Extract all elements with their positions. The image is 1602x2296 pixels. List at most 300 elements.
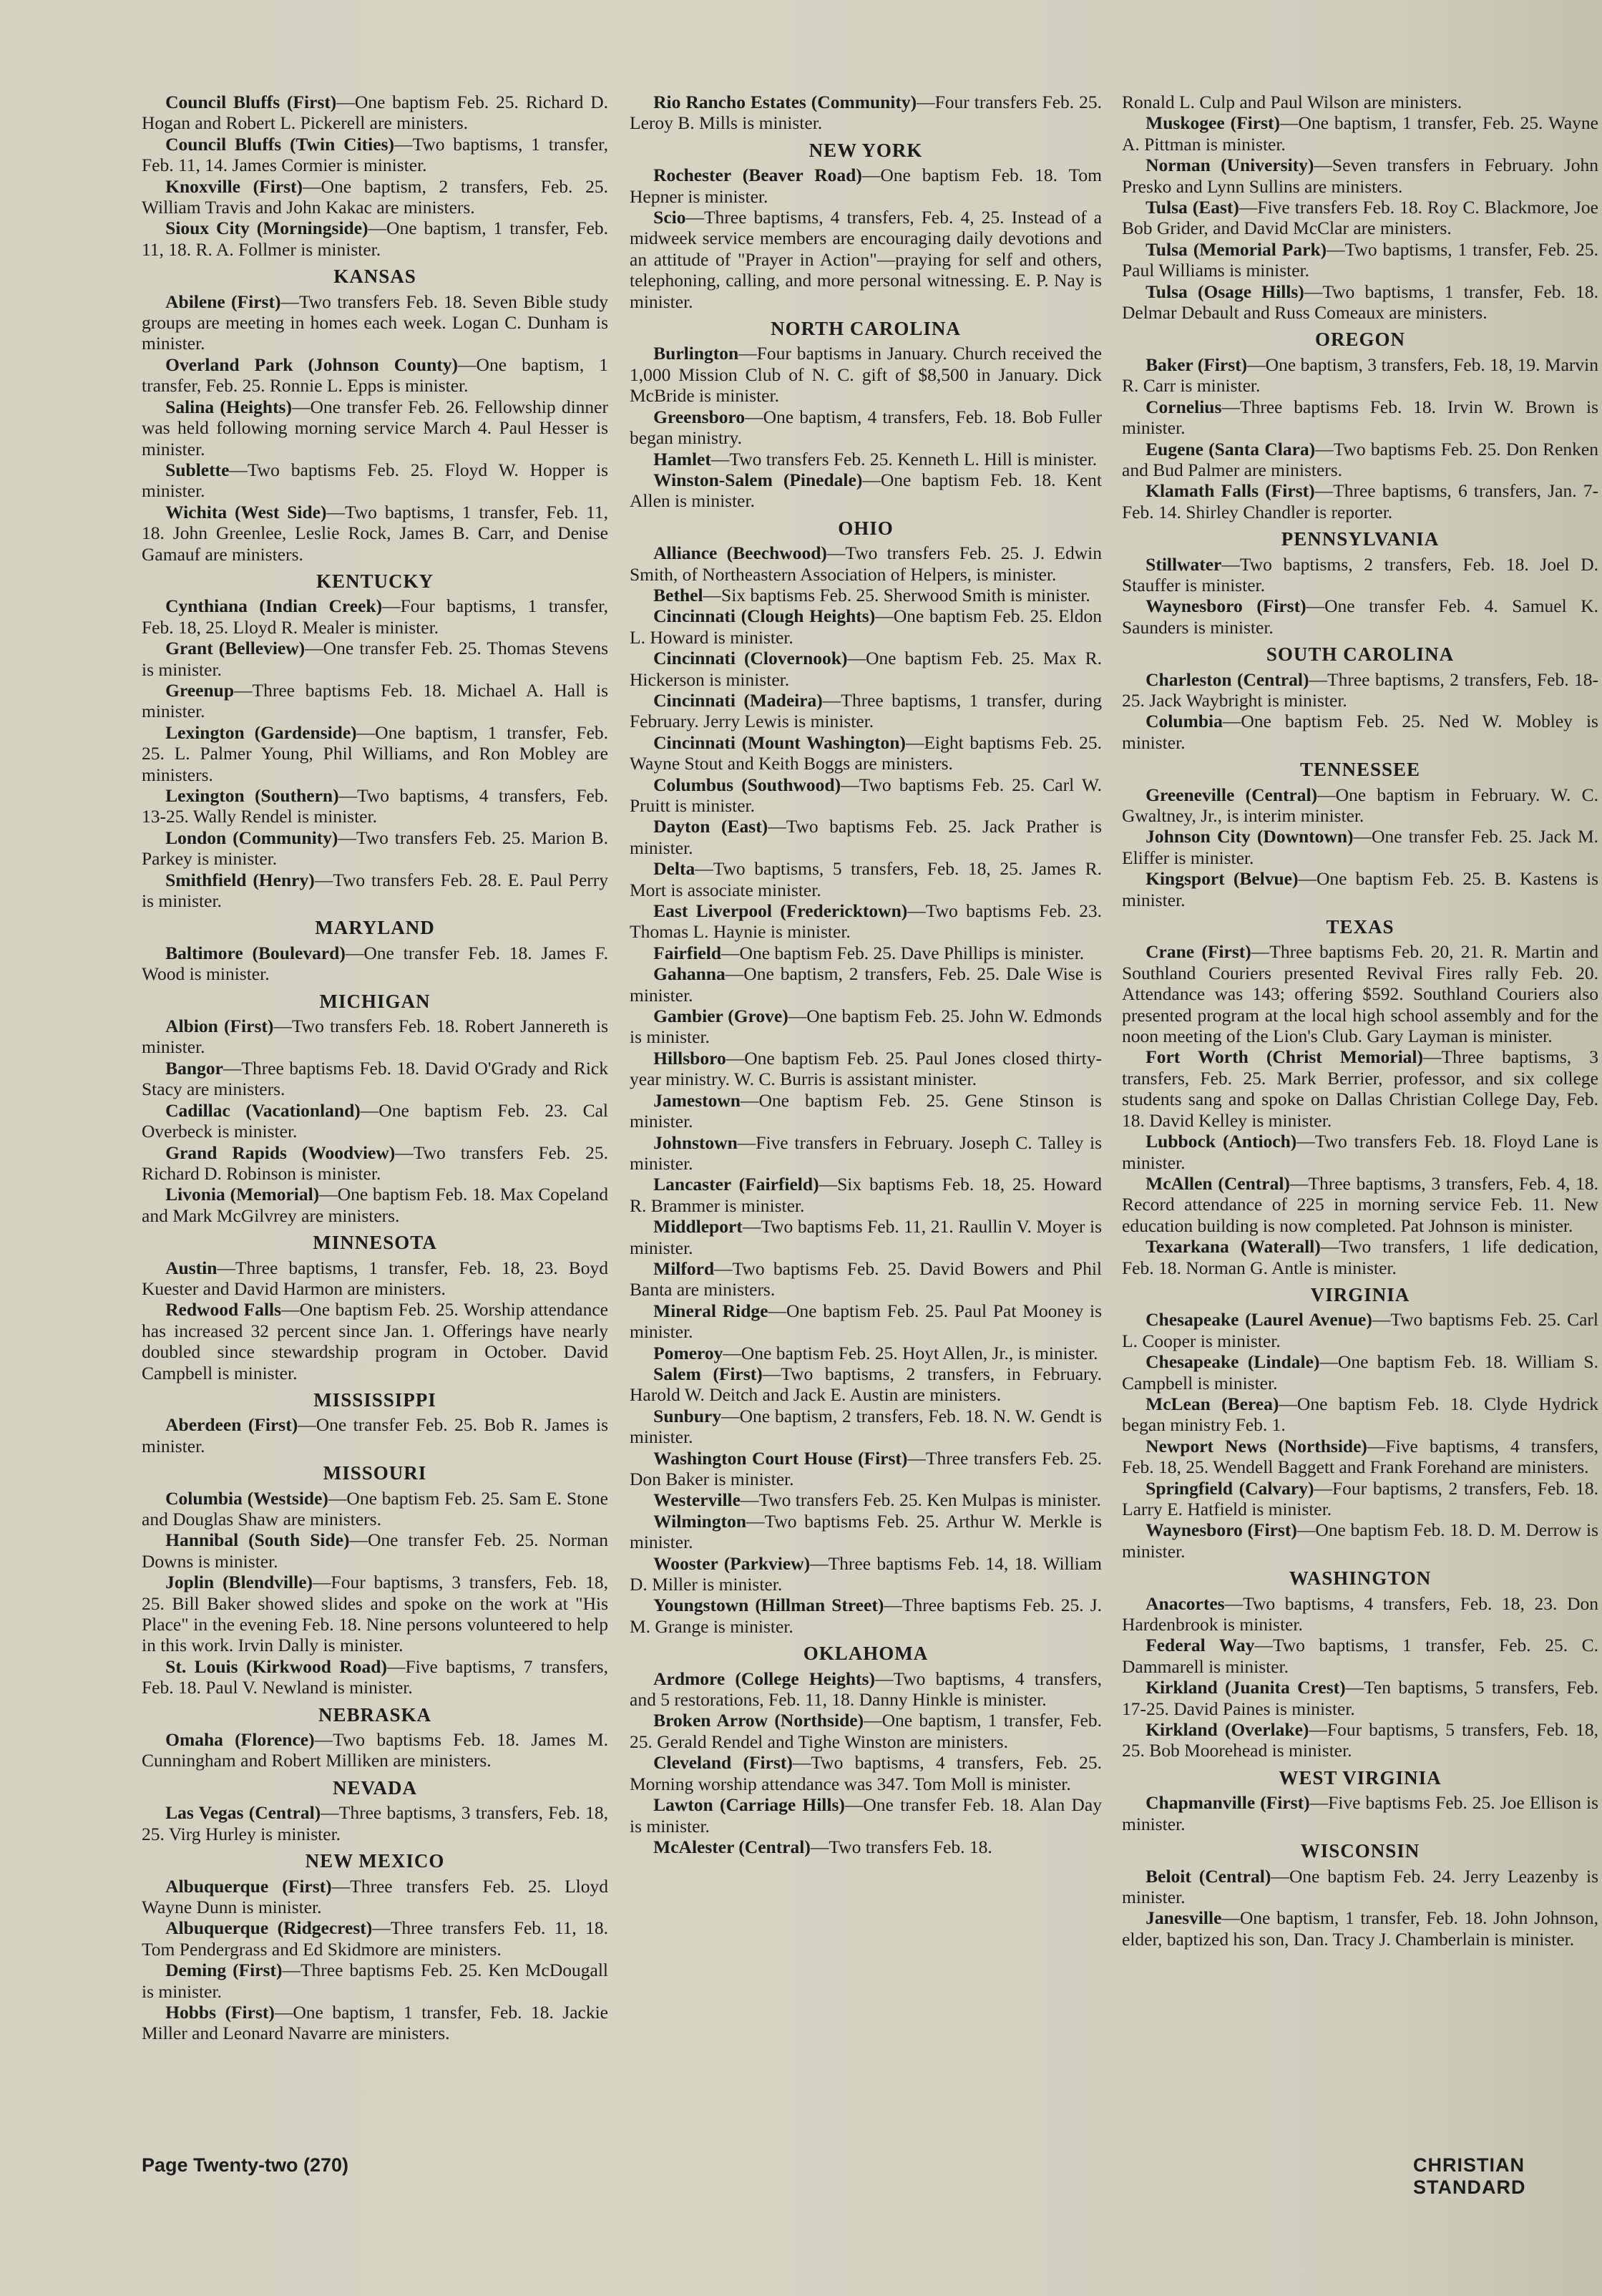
church-report xyxy=(142,638,608,680)
column-2 xyxy=(630,92,1102,1857)
church-report xyxy=(1122,1236,1598,1278)
church-name: Baker (First) xyxy=(1146,354,1248,375)
church-report xyxy=(630,1489,1102,1510)
column-3 xyxy=(1122,92,1598,1950)
church-name: Pomeroy xyxy=(653,1342,723,1363)
church-report xyxy=(1122,1593,1598,1635)
report-text: —Two baptisms Feb. 25. Don Renken and Bud Palmer are ministers. xyxy=(1122,438,1598,480)
church-report xyxy=(630,470,1102,512)
report-text: —Three baptisms Feb. 20, 21. R. Martin and Southland Couriers presented Revival Fires rally Feb. 20. Attendance was 143; offering $592. Southland Couriers also presented program at the local high school assembly and for the noon meeting of the Lion's Club. Gary Layman is minister. xyxy=(1122,941,1598,1047)
report-text: —One baptism Feb. 25. B. Kastens is minister. xyxy=(1122,868,1598,910)
state-heading: PENNSYLVANIA xyxy=(1281,528,1440,550)
report-text: —One baptism Feb. 25. Paul Jones closed thirty-year ministry. W. C. Burris is assistant minister. xyxy=(630,1047,1102,1090)
church-report xyxy=(142,870,608,912)
report-text: —One baptism Feb. 25. Ned W. Mobley is minister. xyxy=(1122,711,1598,753)
church-report xyxy=(630,92,1102,134)
church-report xyxy=(630,774,1102,817)
church-report xyxy=(630,1794,1102,1837)
church-name: McAllen (Central) xyxy=(1146,1172,1290,1194)
church-name: Columbia xyxy=(1146,711,1223,732)
church-name: Austin xyxy=(165,1257,218,1278)
church-report xyxy=(142,1729,608,1771)
church-name: Tulsa (Memorial Park) xyxy=(1146,238,1327,260)
report-text: —Two baptisms, 1 transfer, Feb. 11, 18. John Greenlee, Leslie Rock, James B. Carr, and Denise Gamauf are ministers. xyxy=(142,501,608,565)
report-text: —Two baptisms, 4 transfers, and 5 restorations, Feb. 11, 18. Danny Hinkle is minister. xyxy=(630,1668,1102,1711)
report-text: —Two baptisms, 1 transfer, Feb. 25. C. Dammarell is minister. xyxy=(1122,1635,1598,1677)
church-report xyxy=(142,291,608,354)
report-text: —One baptism, 1 transfer, Feb. 25. Ronnie L. Epps is minister. xyxy=(142,354,608,397)
church-report xyxy=(1122,1309,1598,1351)
report-text: —Two transfers Feb. 25. Kenneth L. Hill is minister. xyxy=(710,448,1098,470)
church-name: Klamath Falls (First) xyxy=(1146,480,1315,502)
church-report xyxy=(630,690,1102,732)
state-heading: MISSISSIPPI xyxy=(313,1388,436,1411)
state-heading: WISCONSIN xyxy=(1300,1840,1420,1862)
church-name: Fairfield xyxy=(653,942,722,963)
church-name: Beloit (Central) xyxy=(1146,1865,1271,1887)
report-text: —Three baptisms, 1 transfer, during February. Jerry Lewis is minister. xyxy=(630,689,1102,732)
church-report xyxy=(142,1258,608,1300)
church-report xyxy=(1122,1719,1598,1761)
state-heading: WEST VIRGINIA xyxy=(1279,1766,1442,1789)
report-text: —Two baptisms, 5 transfers, Feb. 18, 25. James R. Mort is associate minister. xyxy=(630,858,1102,900)
church-report xyxy=(142,354,608,397)
report-text: —Six baptisms Feb. 18, 25. Howard R. Brammer is minister. xyxy=(630,1174,1102,1216)
church-name: Middleport xyxy=(653,1216,743,1237)
church-name: East Liverpool (Fredericktown) xyxy=(653,900,908,922)
church-report xyxy=(142,1100,608,1142)
church-name: Sublette xyxy=(165,459,230,480)
church-name: St. Louis (Kirkwood Road) xyxy=(165,1655,387,1677)
church-report xyxy=(142,92,608,134)
church-report xyxy=(142,943,608,985)
church-name: Texarkana (Waterall) xyxy=(1146,1236,1321,1258)
church-name: Kingsport (Belvue) xyxy=(1146,868,1299,890)
church-report xyxy=(630,407,1102,449)
report-text: —One baptism Feb. 25. Hoyt Allen, Jr., is minister. xyxy=(723,1342,1098,1363)
church-name: Kirkland (Juanita Crest) xyxy=(1146,1677,1346,1698)
church-report xyxy=(142,502,608,565)
church-name: Columbia (Westside) xyxy=(165,1487,328,1509)
church-report xyxy=(1122,354,1598,397)
church-report xyxy=(630,816,1102,858)
church-report xyxy=(630,1710,1102,1752)
church-name: Springfield (Calvary) xyxy=(1146,1477,1314,1499)
report-text: —Two baptisms Feb. 23. Thomas L. Haynie is minister. xyxy=(630,900,1102,943)
report-text: —Four baptisms, 3 transfers, Feb. 18, 25. Bill Baker showed slides and spoke on the work at "His Place" in the evening Feb. 18. Nine persons volunteered to help in this work. Irvin Dally is minister. xyxy=(142,1572,608,1656)
report-text: —Two baptisms, 1 transfer, Feb. 18. Delmar Debault and Russ Comeaux are ministers. xyxy=(1122,281,1598,324)
church-report xyxy=(142,176,608,218)
church-report xyxy=(142,397,608,459)
report-text: —Two baptisms, 4 transfers, Feb. 13-25. Wally Rendel is minister. xyxy=(142,785,608,827)
church-report xyxy=(142,2002,608,2044)
church-name: Abilene (First) xyxy=(165,291,281,312)
report-text: —One baptism, 1 transfer, Feb. 25. L. Palmer Young, Phil Williams, and Ron Mobley are ministers. xyxy=(142,721,609,785)
church-report xyxy=(1122,595,1598,638)
report-text: —Three transfers Feb. 25. Don Baker is minister. xyxy=(630,1447,1103,1489)
church-report xyxy=(630,449,1102,470)
church-name: Aberdeen (First) xyxy=(165,1414,298,1436)
report-text: —One baptism Feb. 25. Eldon L. Howard is minister. xyxy=(630,605,1102,648)
church-name: Wichita (West Side) xyxy=(165,501,327,522)
report-text: —One baptism, 2 transfers, Feb. 25. Dale Wise is minister. xyxy=(630,963,1102,1006)
church-name: Cleveland (First) xyxy=(653,1752,793,1774)
church-report xyxy=(142,1802,608,1844)
church-name: Council Bluffs (Twin Cities) xyxy=(165,133,394,155)
page-number: Page Twenty-two (270) xyxy=(142,2154,349,2176)
church-report xyxy=(1122,480,1598,522)
church-report xyxy=(1122,1131,1598,1173)
church-name: Salem (First) xyxy=(653,1363,763,1384)
report-text: —Two baptisms, 2 transfers, in February. Harold W. Deitch and Jack E. Austin are ministers. xyxy=(630,1363,1102,1406)
church-name: Gambier (Grove) xyxy=(653,1006,788,1027)
state-heading: OKLAHOMA xyxy=(803,1643,929,1665)
church-name: Waynesboro (First) xyxy=(1146,595,1306,617)
report-text: —Three baptisms Feb. 25. J. M. Grange is minister. xyxy=(630,1595,1102,1637)
church-name: Alliance (Beechwood) xyxy=(653,543,827,564)
report-text: —Two baptisms Feb. 25. Floyd W. Hopper is minister. xyxy=(142,459,608,502)
church-report xyxy=(1122,1677,1598,1719)
state-heading: NEBRASKA xyxy=(318,1703,432,1726)
report-text: —One baptism Feb. 25. Max R. Hickerson is minister. xyxy=(630,648,1103,690)
church-report xyxy=(1122,239,1598,281)
church-name: Lawton (Carriage Hills) xyxy=(653,1794,845,1816)
church-name: London (Community) xyxy=(165,827,338,848)
church-report xyxy=(630,900,1102,943)
church-report xyxy=(630,585,1102,605)
report-text: —Two transfers Feb. 28. E. Paul Perry is minister. xyxy=(142,869,609,912)
state-heading: MINNESOTA xyxy=(313,1232,437,1254)
church-name: Omaha (Florence) xyxy=(165,1729,315,1751)
church-report xyxy=(1122,554,1598,596)
report-text: —Three baptisms Feb. 18. Michael A. Hall is minister. xyxy=(142,679,608,722)
church-name: Chesapeake (Laurel Avenue) xyxy=(1146,1309,1372,1331)
church-report xyxy=(630,207,1102,312)
church-name: Fort Worth (Christ Memorial) xyxy=(1146,1046,1424,1068)
church-report xyxy=(1122,1907,1598,1950)
church-report xyxy=(630,1048,1102,1090)
report-text: —One transfer Feb. 18. Alan Day is minister. xyxy=(630,1794,1102,1837)
church-name: Wooster (Parkview) xyxy=(653,1552,811,1574)
church-name: Knoxville (First) xyxy=(165,175,303,197)
church-report xyxy=(142,1142,608,1185)
church-name: Johnson City (Downtown) xyxy=(1146,826,1354,847)
church-name: Albion (First) xyxy=(165,1016,274,1037)
church-name: Joplin (Blendville) xyxy=(165,1572,313,1593)
state-heading: NEVADA xyxy=(332,1776,418,1799)
church-report xyxy=(142,680,608,722)
report-text: —Two baptisms Feb. 18. James M. Cunningham and Robert Milliken are ministers. xyxy=(142,1729,608,1771)
church-name: Greenup xyxy=(165,679,235,701)
church-name: Sunbury xyxy=(653,1405,722,1426)
report-text: —One transfer Feb. 18. James F. Wood is minister. xyxy=(142,942,609,985)
report-text: —One baptism, 1 transfer, Feb. 25. Gerald Rendel and Tighe Winston are ministers. xyxy=(630,1710,1103,1752)
church-name: Waynesboro (First) xyxy=(1146,1519,1297,1541)
church-report xyxy=(1122,1393,1598,1436)
church-report xyxy=(630,1837,1102,1857)
church-report xyxy=(1122,941,1598,1046)
report-text: —Two transfers Feb. 18. Floyd Lane is minister. xyxy=(1122,1131,1598,1173)
church-report xyxy=(630,165,1102,207)
church-name: Cincinnati (Clovernook) xyxy=(653,648,848,669)
report-text: —Three baptisms Feb. 18. David O'Grady and Rick Stacy are ministers. xyxy=(142,1057,608,1100)
report-text: —Two baptisms, 2 transfers, Feb. 18. Joel D. Stauffer is minister. xyxy=(1122,553,1598,595)
church-report xyxy=(142,1917,608,1960)
church-name: Winston-Salem (Pinedale) xyxy=(653,469,863,490)
church-report xyxy=(630,1448,1102,1490)
report-text: —Two baptisms Feb. 25. Arthur W. Merkle is minister. xyxy=(630,1510,1102,1553)
state-heading: WASHINGTON xyxy=(1289,1567,1432,1590)
church-name: Johnstown xyxy=(653,1132,738,1153)
church-name: Cincinnati (Clough Heights) xyxy=(653,605,876,627)
church-report xyxy=(1122,1635,1598,1677)
report-text: —Two baptisms, 1 transfer, Feb. 25. Paul Williams is minister. xyxy=(1122,238,1598,281)
church-name: Lexington (Southern) xyxy=(165,785,339,806)
church-name: Anacortes xyxy=(1146,1592,1225,1614)
report-text: —One baptism, 1 transfer, Feb. 25. Wayne A. Pittman is minister. xyxy=(1122,112,1598,155)
church-report xyxy=(142,1960,608,2002)
church-report xyxy=(142,1488,608,1530)
report-text: —Three baptisms, 3 transfers, Feb. 25. Mark Berrier, professor, and six college students sang and spoke on Dallas Christian College Day, Feb. 18. David Kelley is minister. xyxy=(1122,1046,1598,1131)
report-text: —One baptism, 4 transfers, Feb. 18. Bob Fuller began ministry. xyxy=(630,406,1102,449)
report-text: —One baptism Feb. 18. Kent Allen is minister. xyxy=(630,469,1102,512)
church-report xyxy=(1122,669,1598,711)
church-name: Milford xyxy=(653,1258,715,1279)
report-text: —Five transfers Feb. 18. Roy C. Blackmore, Joe Bob Grider, and David McClar are ministers. xyxy=(1122,197,1599,239)
state-heading: OHIO xyxy=(838,517,894,539)
church-report xyxy=(630,648,1102,690)
church-name: Livonia (Memorial) xyxy=(165,1184,320,1205)
church-name: Deming (First) xyxy=(165,1960,283,1981)
state-heading: MICHIGAN xyxy=(319,990,431,1012)
church-name: Jamestown xyxy=(653,1089,741,1111)
report-text: —Three baptisms Feb. 25. Ken McDougall is minister. xyxy=(142,1960,608,2002)
church-name: Hannibal (South Side) xyxy=(165,1529,350,1551)
report-text: —Five baptisms Feb. 25. Joe Ellison is minister. xyxy=(1122,1792,1598,1834)
church-report xyxy=(630,1132,1102,1174)
state-heading: TEXAS xyxy=(1326,916,1395,938)
church-report xyxy=(630,963,1102,1006)
report-text: —One baptism, 3 transfers, Feb. 18, 19. Marvin R. Carr is minister. xyxy=(1122,354,1598,397)
report-text: —One baptism Feb. 25. Worship attendance has increased 32 percent since Jan. 1. Offerings have nearly doubled since stewardship program in October. David Campbell is minister. xyxy=(142,1299,608,1383)
church-name: Bethel xyxy=(653,584,703,605)
church-name: Albuquerque (First) xyxy=(165,1875,332,1897)
state-heading: NORTH CAROLINA xyxy=(771,318,961,340)
church-name: Lancaster (Fairfield) xyxy=(653,1174,819,1195)
report-text: —Two transfers Feb. 18. Robert Jannereth is minister. xyxy=(142,1016,609,1058)
report-text: —One baptism Feb. 18. Clyde Hydrick began ministry Feb. 1. xyxy=(1122,1393,1598,1436)
state-heading: TENNESSEE xyxy=(1299,759,1421,781)
report-text: —One baptism Feb. 25. Paul Pat Mooney is minister. xyxy=(630,1300,1102,1343)
church-name: Scio xyxy=(653,207,686,228)
church-name: Delta xyxy=(653,858,695,880)
church-report xyxy=(1122,281,1598,324)
church-name: Westerville xyxy=(653,1489,741,1511)
church-name: Ardmore (College Heights) xyxy=(653,1668,875,1689)
church-name: Norman (University) xyxy=(1146,155,1314,176)
church-name: Hobbs (First) xyxy=(165,2001,275,2023)
church-name: Broken Arrow (Northside) xyxy=(653,1710,864,1731)
church-report xyxy=(142,134,608,176)
church-name: Newport News (Northside) xyxy=(1146,1435,1367,1456)
church-report xyxy=(1122,155,1598,197)
church-name: Albuquerque (Ridgecrest) xyxy=(165,1917,373,1939)
report-text: —Three baptisms, 6 transfers, Jan. 7-Feb. 14. Shirley Chandler is reporter. xyxy=(1122,480,1598,522)
report-text: —Three baptisms, 2 transfers, Feb. 18-25. Jack Waybright is minister. xyxy=(1122,668,1598,711)
church-name: Smithfield (Henry) xyxy=(165,869,315,890)
church-name: Kirkland (Overlake) xyxy=(1146,1719,1309,1741)
report-text: —One baptism Feb. 24. Jerry Leazenby is minister. xyxy=(1122,1865,1599,1907)
report-text: —Three transfers Feb. 25. Lloyd Wayne Dunn is minister. xyxy=(142,1875,608,1917)
church-name: Rio Rancho Estates (Community) xyxy=(653,92,917,112)
report-text: —Two transfers Feb. 18. xyxy=(810,1836,992,1857)
report-text: —One baptism Feb. 25. John W. Edmonds is minister. xyxy=(630,1006,1102,1048)
state-heading: OREGON xyxy=(1314,329,1405,351)
church-report xyxy=(1122,1478,1598,1520)
church-report xyxy=(630,1363,1102,1406)
church-report xyxy=(630,943,1102,963)
report-text: —One transfer Feb. 25. Jack M. Eliffer is minister. xyxy=(1122,826,1598,868)
church-report xyxy=(142,1184,608,1226)
state-heading: MISSOURI xyxy=(323,1462,427,1484)
church-name: Redwood Falls xyxy=(165,1299,282,1320)
church-report xyxy=(630,1752,1102,1794)
church-name: Grant (Belleview) xyxy=(165,638,306,659)
report-text: —One baptism Feb. 18. D. M. Derrow is minister. xyxy=(1122,1519,1598,1562)
church-report xyxy=(142,785,608,827)
church-name: Federal Way xyxy=(1146,1635,1255,1656)
church-name: Cincinnati (Mount Washington) xyxy=(653,731,906,753)
report-text: —Three baptisms, 3 transfers, Feb. 4, 18. Record attendance of 225 in morning service Feb. 11. New education building is now completed. Pat Johnson is minister. xyxy=(1122,1172,1599,1236)
report-text: —One baptism Feb. 25. Gene Stinson is minister. xyxy=(630,1089,1102,1132)
church-report xyxy=(1122,1436,1598,1478)
church-report xyxy=(142,1572,608,1656)
church-name: Greensboro xyxy=(653,406,746,427)
church-name: Rochester (Beaver Road) xyxy=(653,165,862,186)
church-name: Washington Court House (First) xyxy=(653,1447,908,1469)
church-report xyxy=(630,1668,1102,1711)
state-heading: SOUTH CAROLINA xyxy=(1266,643,1455,666)
church-name: Columbus (Southwood) xyxy=(653,774,841,795)
report-text: —Four baptisms, 1 transfer, Feb. 18, 25. Lloyd R. Mealer is minister. xyxy=(142,595,608,638)
church-report xyxy=(142,595,608,638)
church-report xyxy=(142,1414,608,1456)
church-name: Baltimore (Boulevard) xyxy=(165,942,346,963)
church-name: Janesville xyxy=(1146,1907,1222,1929)
church-name: Burlington xyxy=(653,343,739,364)
report-text: —Four baptisms, 2 transfers, Feb. 18. Larry E. Hatfield is minister. xyxy=(1122,1477,1598,1519)
church-name: Tulsa (Osage Hills) xyxy=(1146,281,1304,302)
state-heading: KANSAS xyxy=(333,266,416,288)
report-text: —One baptism Feb. 18. Tom Hepner is minister. xyxy=(630,165,1102,207)
report-text: —One baptism Feb. 25. Dave Phillips is minister. xyxy=(721,942,1085,963)
church-name: Eugene (Santa Clara) xyxy=(1146,438,1316,459)
report-text: —Six baptisms Feb. 25. Sherwood Smith is minister. xyxy=(703,584,1090,605)
church-report xyxy=(630,1090,1102,1132)
church-name: Council Bluffs (First) xyxy=(165,92,337,112)
church-name: Hamlet xyxy=(653,448,711,470)
report-text: —One baptism, 2 transfers, Feb. 25. William Travis and John Kakac are ministers. xyxy=(142,175,608,218)
report-text: —Three baptisms, 1 transfer, Feb. 18, 23. Boyd Kuester and David Harmon are ministers. xyxy=(142,1257,608,1299)
church-name: Overland Park (Johnson County) xyxy=(165,354,459,375)
church-name: Lubbock (Antioch) xyxy=(1146,1131,1297,1152)
report-text: —One baptism Feb. 23. Cal Overbeck is minister. xyxy=(142,1099,608,1142)
report-text: —Two transfers Feb. 25. Ken Mulpas is minister. xyxy=(740,1489,1101,1511)
church-report xyxy=(1122,1792,1598,1834)
church-name: Muskogee (First) xyxy=(1146,112,1280,134)
church-name: Chesapeake (Lindale) xyxy=(1146,1351,1320,1373)
report-text: —Three baptisms Feb. 14, 18. William D. Miller is minister. xyxy=(630,1552,1103,1595)
church-name: Mineral Ridge xyxy=(653,1300,768,1321)
report-text: —Two baptisms Feb. 25. Carl W. Pruitt is minister. xyxy=(630,774,1102,816)
church-name: Grand Rapids (Woodview) xyxy=(165,1142,396,1163)
church-report xyxy=(630,343,1102,406)
report-text: —Two baptisms Feb. 25. Carl L. Cooper is minister. xyxy=(1122,1309,1598,1351)
church-name: Crane (First) xyxy=(1146,941,1251,963)
church-name: Youngstown (Hillman Street) xyxy=(653,1595,884,1616)
report-text: —One transfer Feb. 26. Fellowship dinner was held following morning service March 4. Paul Hesser is minister. xyxy=(142,396,608,459)
church-report xyxy=(1122,397,1598,439)
church-name: Charleston (Central) xyxy=(1146,668,1309,690)
report-text: —Two baptisms Feb. 25. David Bowers and Phil Banta are ministers. xyxy=(630,1258,1102,1300)
church-report xyxy=(630,1511,1102,1553)
state-heading: NEW YORK xyxy=(809,139,923,161)
church-report xyxy=(142,722,608,785)
report-text: —Ten baptisms, 5 transfers, Feb. 17-25. David Paines is minister. xyxy=(1122,1677,1598,1719)
church-name: Greeneville (Central) xyxy=(1146,784,1318,805)
church-report xyxy=(630,1553,1102,1595)
church-report xyxy=(630,1006,1102,1048)
church-report xyxy=(1122,1866,1598,1908)
report-text: —Four transfers Feb. 25. Leroy B. Mills is minister. xyxy=(630,92,1102,134)
church-name: Chapmanville (First) xyxy=(1146,1792,1310,1814)
church-name: Las Vegas (Central) xyxy=(165,1802,321,1824)
church-name: Tulsa (East) xyxy=(1146,197,1239,218)
church-report xyxy=(1122,1351,1598,1393)
state-heading: VIRGINIA xyxy=(1310,1283,1410,1305)
report-text: —Two baptisms Feb. 11, 21. Raullin V. Moyer is minister. xyxy=(630,1216,1102,1258)
church-report xyxy=(630,1258,1102,1300)
report-text: —Four baptisms in January. Church received the 1,000 Mission Club of N. C. gift of $8,500 in January. Dick McBride is minister. xyxy=(630,343,1102,407)
publication-name: CHRISTIAN STANDARD xyxy=(1413,2154,1526,2198)
report-text: —Four baptisms, 5 transfers, Feb. 18, 25. Bob Moorehead is minister. xyxy=(1122,1719,1598,1761)
church-report xyxy=(1122,784,1598,827)
church-name: Cornelius xyxy=(1146,396,1222,417)
report-text: —Two transfers, 1 life dedication, Feb. 18. Norman G. Antle is minister. xyxy=(1122,1236,1598,1278)
church-report xyxy=(142,1529,608,1572)
church-report xyxy=(142,1016,608,1058)
church-name: Dayton (East) xyxy=(653,816,768,837)
report-text: —One transfer Feb. 4. Samuel K. Saunders is minister. xyxy=(1122,595,1599,638)
church-report xyxy=(630,1300,1102,1343)
report-text: —Eight baptisms Feb. 25. Wayne Stout and Keith Boggs are ministers. xyxy=(630,731,1102,774)
church-report xyxy=(630,1343,1102,1363)
report-text: —Two transfers Feb. 18. Seven Bible study groups are meeting in homes each week. Logan C. Dunham is minister. xyxy=(142,291,608,354)
report-text: —Five baptisms, 7 transfers, Feb. 18. Paul V. Newland is minister. xyxy=(142,1655,608,1698)
report-text: —Two baptisms, 4 transfers, Feb. 18, 23. Don Hardenbrook is minister. xyxy=(1122,1592,1598,1635)
report-text: —Two transfers Feb. 25. J. Edwin Smith, of Northeastern Association of Helpers, is minister. xyxy=(630,543,1102,585)
church-report xyxy=(142,1876,608,1918)
church-name: Lexington (Gardenside) xyxy=(165,721,357,743)
church-report xyxy=(142,1058,608,1100)
church-report xyxy=(1122,868,1598,910)
report-text: —One baptism, 1 transfer, Feb. 18. John Johnson, elder, baptized his son, Dan. Tracy J. Chamberlain is minister. xyxy=(1122,1907,1598,1950)
state-heading: MARYLAND xyxy=(315,917,435,939)
church-report xyxy=(630,1595,1102,1637)
church-report xyxy=(1122,1173,1598,1236)
church-name: Wilmington xyxy=(653,1510,747,1532)
church-report xyxy=(1122,112,1598,155)
